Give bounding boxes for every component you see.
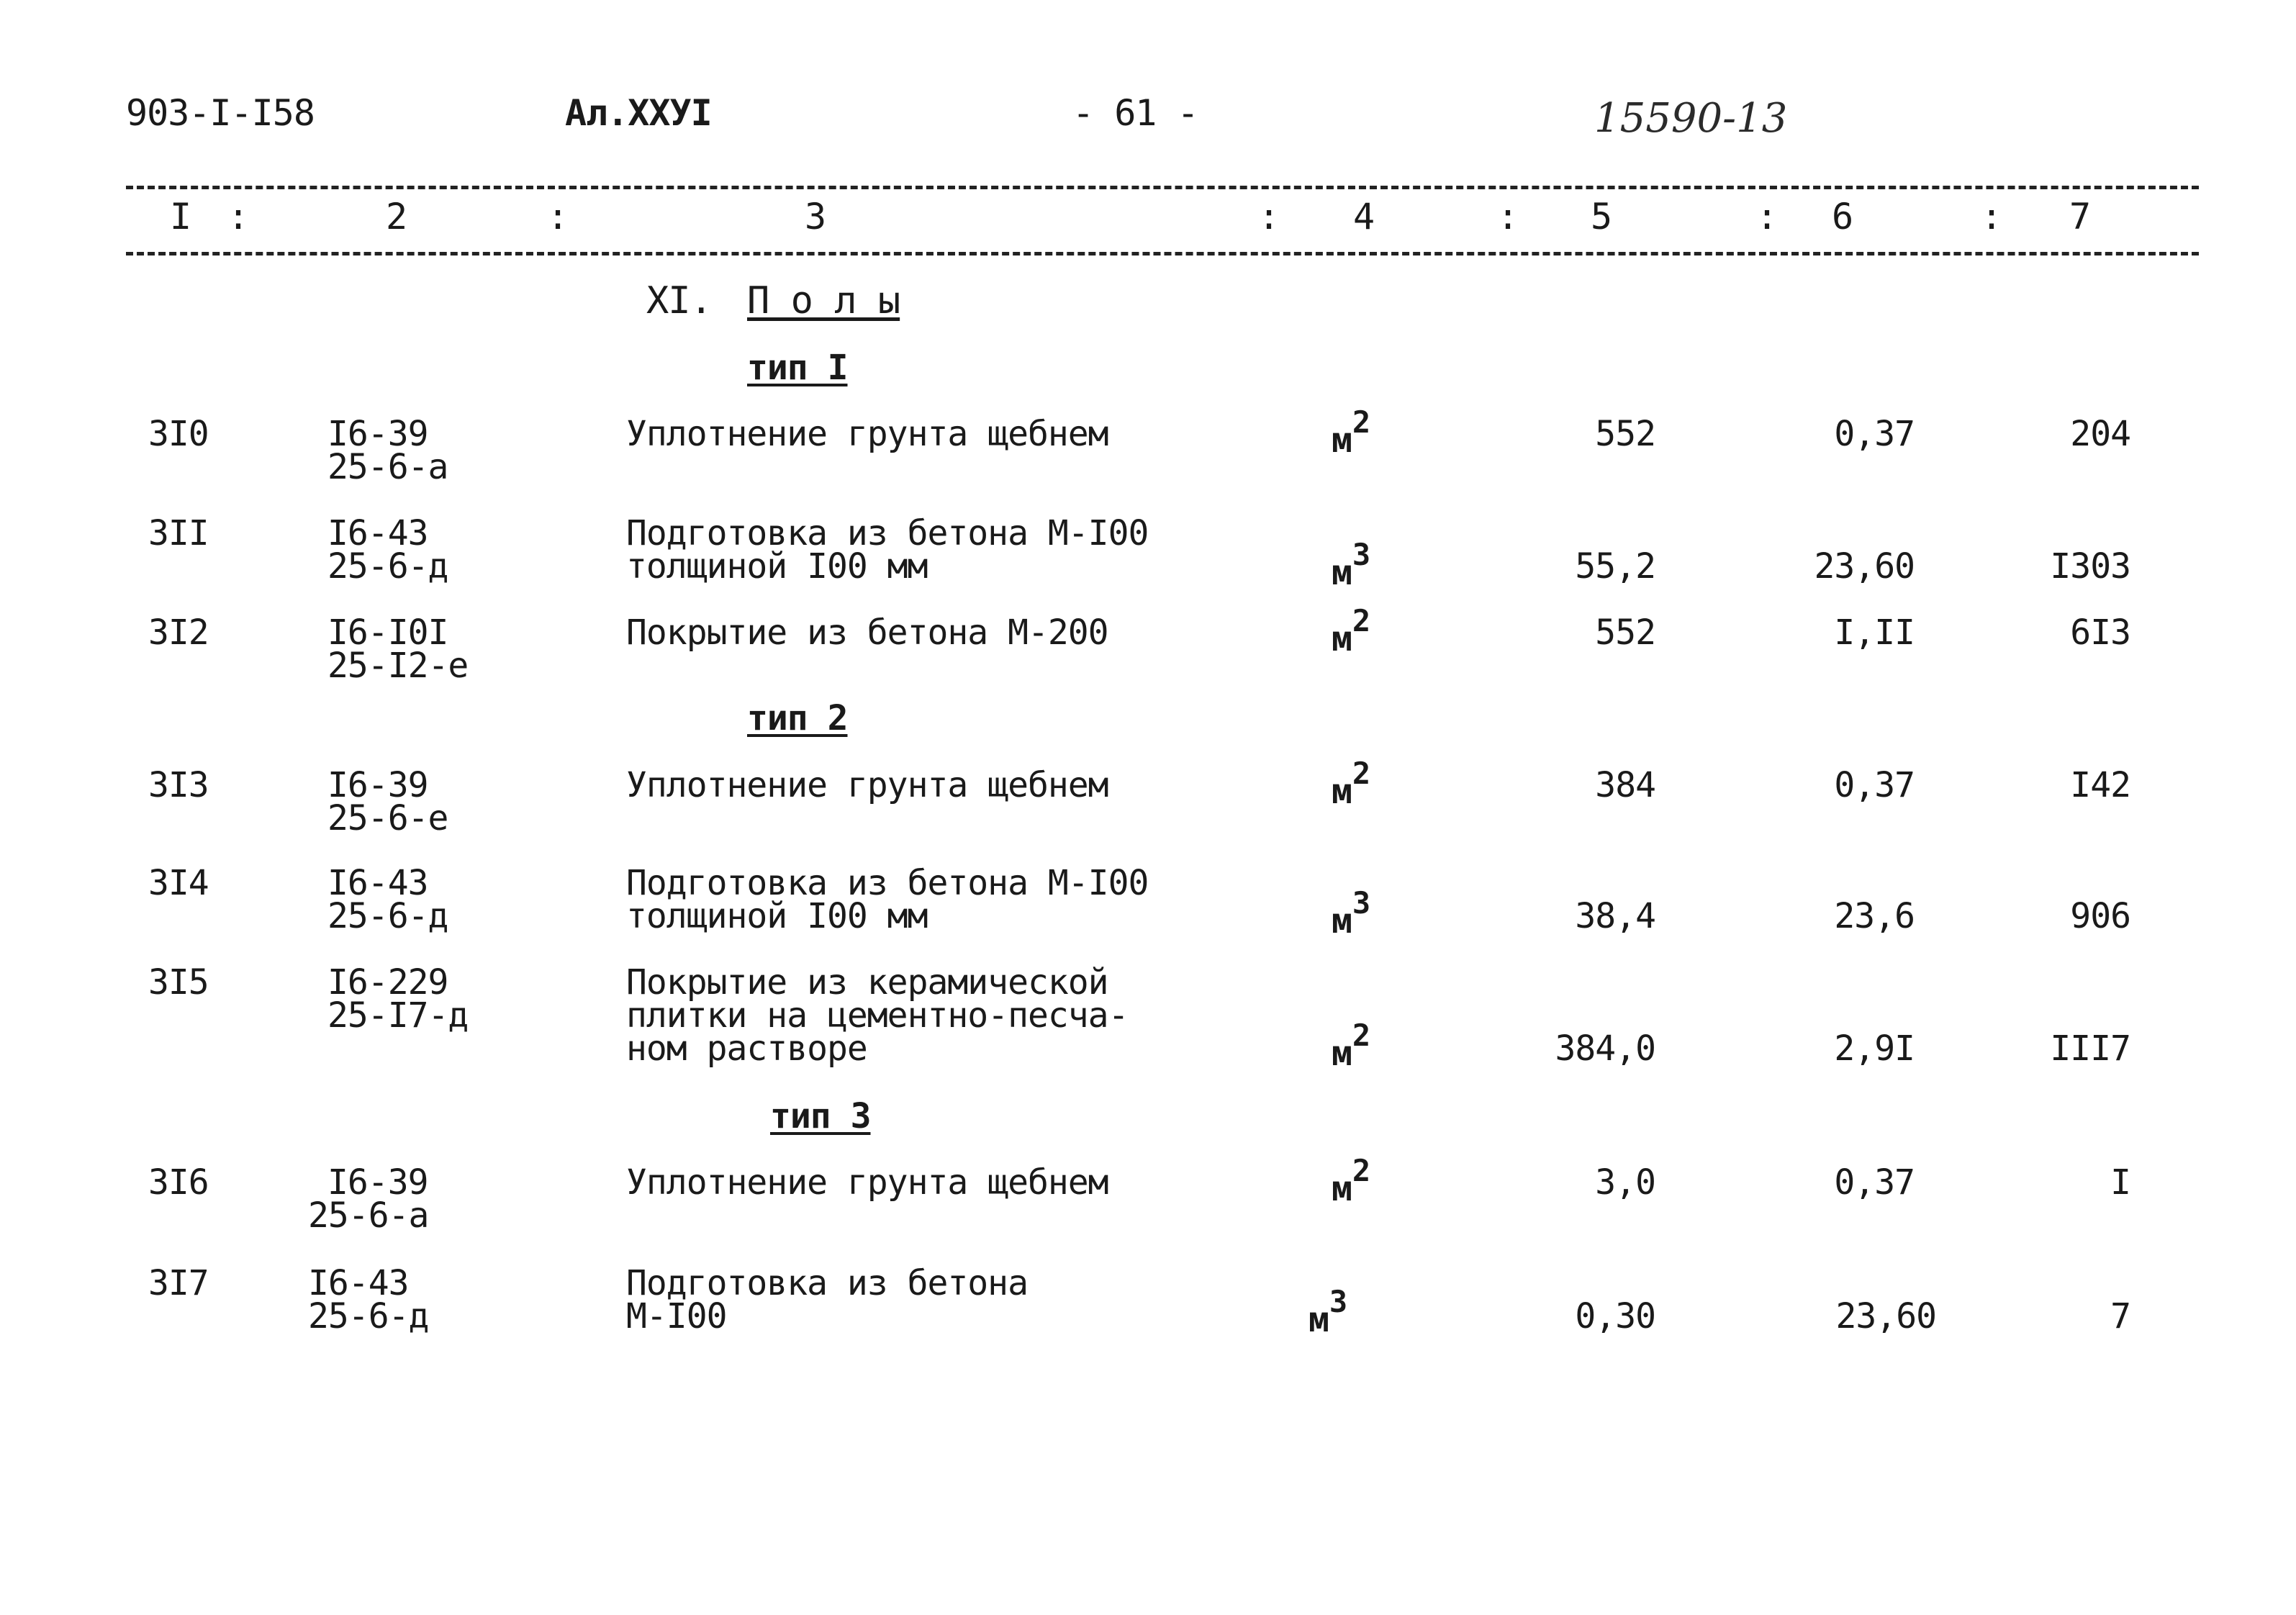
- column-header-6: 6: [1832, 196, 1854, 238]
- column-header-4: 4: [1353, 196, 1375, 238]
- row-description: ном растворе: [626, 1028, 867, 1069]
- row-code: I6-I0I: [327, 612, 448, 653]
- row-code: I6-43: [308, 1263, 409, 1303]
- row-unit-price: 23,60: [1814, 546, 1915, 587]
- section-title: П о л ы: [747, 279, 900, 322]
- row-description: Покрытие из керамической: [626, 962, 1108, 1003]
- row-total: I42: [2070, 765, 2130, 805]
- row-description: Уплотнение грунта щебнем: [626, 1162, 1108, 1203]
- row-quantity: 384,0: [1555, 1028, 1655, 1069]
- row-quantity: 3,0: [1595, 1162, 1655, 1203]
- row-total: III7: [2050, 1028, 2130, 1069]
- column-header-2: 2: [386, 196, 408, 238]
- row-unit-price: 0,37: [1834, 1162, 1915, 1203]
- row-code: I6-43: [327, 863, 428, 903]
- row-unit-price: 2,9I: [1834, 1028, 1915, 1069]
- row-code: 25-6-д: [327, 546, 448, 587]
- row-unit: $м^2$: [1332, 1018, 1371, 1074]
- row-total: I: [2110, 1162, 2130, 1203]
- row-description: толщиной I00 мм: [626, 546, 928, 587]
- table-header-rule: [126, 252, 2199, 255]
- row-code: 25-6-д: [308, 1296, 429, 1336]
- column-header-7: 7: [2069, 196, 2092, 238]
- row-code: 25-6-д: [327, 896, 448, 936]
- row-description: толщиной I00 мм: [626, 896, 928, 936]
- column-separator: :: [547, 196, 569, 238]
- page-number: - 61 -: [1072, 92, 1198, 134]
- row-total: I303: [2050, 546, 2130, 587]
- column-separator: :: [1258, 196, 1280, 238]
- column-separator: :: [1497, 196, 1519, 238]
- row-description: Уплотнение грунта щебнем: [626, 765, 1108, 805]
- row-unit: $м^3$: [1332, 537, 1371, 593]
- row-unit: $м^2$: [1332, 603, 1371, 659]
- row-code: I6-43: [327, 513, 428, 553]
- row-total: 906: [2070, 896, 2130, 936]
- row-description: Подготовка из бетона М-I00: [626, 513, 1149, 553]
- row-unit-price: I,II: [1834, 612, 1915, 653]
- column-separator: :: [227, 196, 250, 238]
- row-number: 3I2: [148, 612, 209, 653]
- row-description: плитки на цементно-песча-: [626, 995, 1129, 1036]
- doc-code: 903-I-I58: [126, 92, 315, 134]
- handwritten-number: 15590-13: [1594, 95, 1788, 142]
- group-label-type-1: тип I: [747, 348, 848, 388]
- group-label-type-2: тип 2: [747, 698, 848, 738]
- section-number: XI.: [646, 279, 712, 322]
- row-code: I6-39: [327, 1162, 428, 1203]
- group-label-type-3: тип 3: [770, 1096, 871, 1136]
- row-unit-price: 23,60: [1835, 1296, 1936, 1336]
- row-description: Уплотнение грунта щебнем: [626, 414, 1108, 454]
- row-quantity: 384: [1595, 765, 1655, 805]
- row-number: 3I3: [148, 765, 209, 805]
- row-number: 3II: [148, 513, 209, 553]
- row-total: 6I3: [2070, 612, 2130, 653]
- table-top-rule: [126, 186, 2199, 189]
- row-quantity: 552: [1595, 612, 1655, 653]
- row-total: 204: [2070, 414, 2130, 454]
- row-code: 25-6-е: [327, 798, 448, 838]
- row-code: 25-I7-д: [327, 995, 469, 1036]
- row-number: 3I6: [148, 1162, 209, 1203]
- row-code: 25-6-а: [327, 447, 448, 487]
- column-separator: :: [1981, 196, 2003, 238]
- row-number: 3I4: [148, 863, 209, 903]
- column-header-5: 5: [1591, 196, 1613, 238]
- row-code: 25-I2-е: [327, 646, 469, 686]
- row-unit: $м^2$: [1332, 756, 1371, 812]
- column-separator: :: [1756, 196, 1779, 238]
- column-header-3: 3: [805, 196, 827, 238]
- row-code: I6-39: [327, 414, 428, 454]
- row-unit-price: 0,37: [1834, 765, 1915, 805]
- row-number: 3I5: [148, 962, 209, 1003]
- row-unit-price: 23,6: [1834, 896, 1915, 936]
- row-quantity: 38,4: [1575, 896, 1655, 936]
- row-unit-price: 0,37: [1834, 414, 1915, 454]
- row-unit: $м^3$: [1309, 1284, 1348, 1340]
- album-number: Ал.XXУI: [565, 92, 712, 134]
- row-description: Подготовка из бетона: [626, 1263, 1028, 1303]
- row-number: 3I7: [148, 1263, 209, 1303]
- row-unit: $м^2$: [1332, 404, 1371, 461]
- row-code: 25-6-а: [308, 1195, 429, 1236]
- row-quantity: 0,30: [1575, 1296, 1655, 1336]
- row-unit: $м^2$: [1332, 1153, 1371, 1209]
- row-description: Подготовка из бетона М-I00: [626, 863, 1149, 903]
- column-header-1: I: [170, 196, 192, 238]
- row-number: 3I0: [148, 414, 209, 454]
- row-code: I6-229: [327, 962, 448, 1003]
- row-quantity: 552: [1595, 414, 1655, 454]
- row-description: Покрытие из бетона М-200: [626, 612, 1108, 653]
- row-code: I6-39: [327, 765, 428, 805]
- row-description: М-I00: [626, 1296, 727, 1336]
- row-total: 7: [2110, 1296, 2130, 1336]
- row-unit: $м^3$: [1332, 885, 1371, 941]
- row-quantity: 55,2: [1575, 546, 1655, 587]
